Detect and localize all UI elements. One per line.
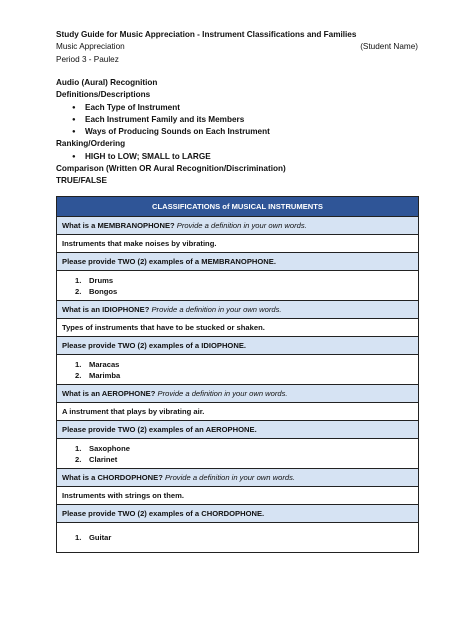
examples-list xyxy=(62,443,413,465)
example-prompt-row xyxy=(57,421,419,439)
example-prompt: Please provide TWO (2) examples of a CHORDOPHONE. xyxy=(57,505,419,523)
example-prompt-row xyxy=(57,505,419,523)
answer-row xyxy=(57,235,419,253)
question-text: What is an IDIOPHONE? xyxy=(62,305,150,314)
example-prompt: Please provide TWO (2) examples of a IDIOPHONE. xyxy=(57,337,419,355)
answer-row xyxy=(57,319,419,337)
examples-row xyxy=(57,439,419,469)
question-text: What is a CHORDOPHONE? xyxy=(62,473,163,482)
examples-row xyxy=(57,523,419,553)
course-line xyxy=(56,41,418,53)
examples-list xyxy=(62,275,413,297)
bullet-item: ● Each Instrument Family and its Members xyxy=(72,114,418,126)
example-prompt-row xyxy=(57,253,419,271)
examples-row xyxy=(57,271,419,301)
document-title: Study Guide for Music Appreciation - Instrument Classifications and Families xyxy=(56,30,357,39)
example-item: 1. Maracas xyxy=(75,359,120,369)
question-hint: Provide a definition in your own words. xyxy=(164,473,295,482)
question-hint: Provide a definition in your own words. xyxy=(176,221,307,230)
definitions-bullets xyxy=(56,102,418,139)
bullet-item: ● Ways of Producing Sounds on Each Instrument xyxy=(72,126,418,138)
example-item: 1. Drums xyxy=(75,275,114,285)
examples-row xyxy=(57,355,419,385)
example-prompt-row xyxy=(57,337,419,355)
question-text: What is an AEROPHONE? xyxy=(62,389,156,398)
topic-ranking: Ranking/Ordering xyxy=(56,139,126,149)
topics-list xyxy=(56,77,418,188)
examples-list xyxy=(62,359,413,381)
example-item: 2. Marimba xyxy=(75,370,121,380)
answer-text: Instruments that make noises by vibrating. xyxy=(57,235,419,253)
question-hint: Provide a definition in your own words. xyxy=(151,305,282,314)
ranking-bullets xyxy=(56,151,418,163)
student-name: (Student Name) xyxy=(360,42,418,52)
period-line: Period 3 - Paulez xyxy=(56,54,119,64)
document-header xyxy=(56,29,418,66)
question-row xyxy=(57,385,419,403)
example-item: 1. Saxophone xyxy=(75,443,130,453)
topic-true-false: TRUE/FALSE xyxy=(56,176,107,186)
answer-row xyxy=(57,487,419,505)
question-text: What is a MEMBRANOPHONE? xyxy=(62,221,175,230)
bullet-item: ● Each Type of Instrument xyxy=(72,102,418,114)
example-item: 2. Clarinet xyxy=(75,454,118,464)
examples-list xyxy=(62,532,413,543)
answer-text: A instrument that plays by vibrating air. xyxy=(57,403,419,421)
example-prompt: Please provide TWO (2) examples of a MEMBRANOPHONE. xyxy=(57,253,419,271)
example-item: 1. Guitar xyxy=(75,533,112,542)
question-row xyxy=(57,301,419,319)
classifications-table xyxy=(56,196,419,553)
topic-definitions: Definitions/Descriptions xyxy=(56,90,151,100)
table-heading-row xyxy=(57,197,419,217)
question-hint: Provide a definition in your own words. xyxy=(157,389,288,398)
answer-text: Types of instruments that have to be stucked or shaken. xyxy=(57,319,419,337)
bullet-item: ● HIGH to LOW; SMALL to LARGE xyxy=(72,151,418,163)
table-heading: CLASSIFICATIONS of MUSICAL INSTRUMENTS xyxy=(57,197,419,217)
question-row xyxy=(57,469,419,487)
course-name: Music Appreciation xyxy=(56,42,125,52)
topic-audio: Audio (Aural) Recognition xyxy=(56,78,158,87)
example-item: 2. Bongos xyxy=(75,286,118,296)
answer-text: Instruments with strings on them. xyxy=(57,487,419,505)
question-row xyxy=(57,217,419,235)
topic-comparison: Comparison (Written OR Aural Recognition/Discrimination) xyxy=(56,164,286,174)
answer-row xyxy=(57,403,419,421)
example-prompt: Please provide TWO (2) examples of an AEROPHONE. xyxy=(57,421,419,439)
